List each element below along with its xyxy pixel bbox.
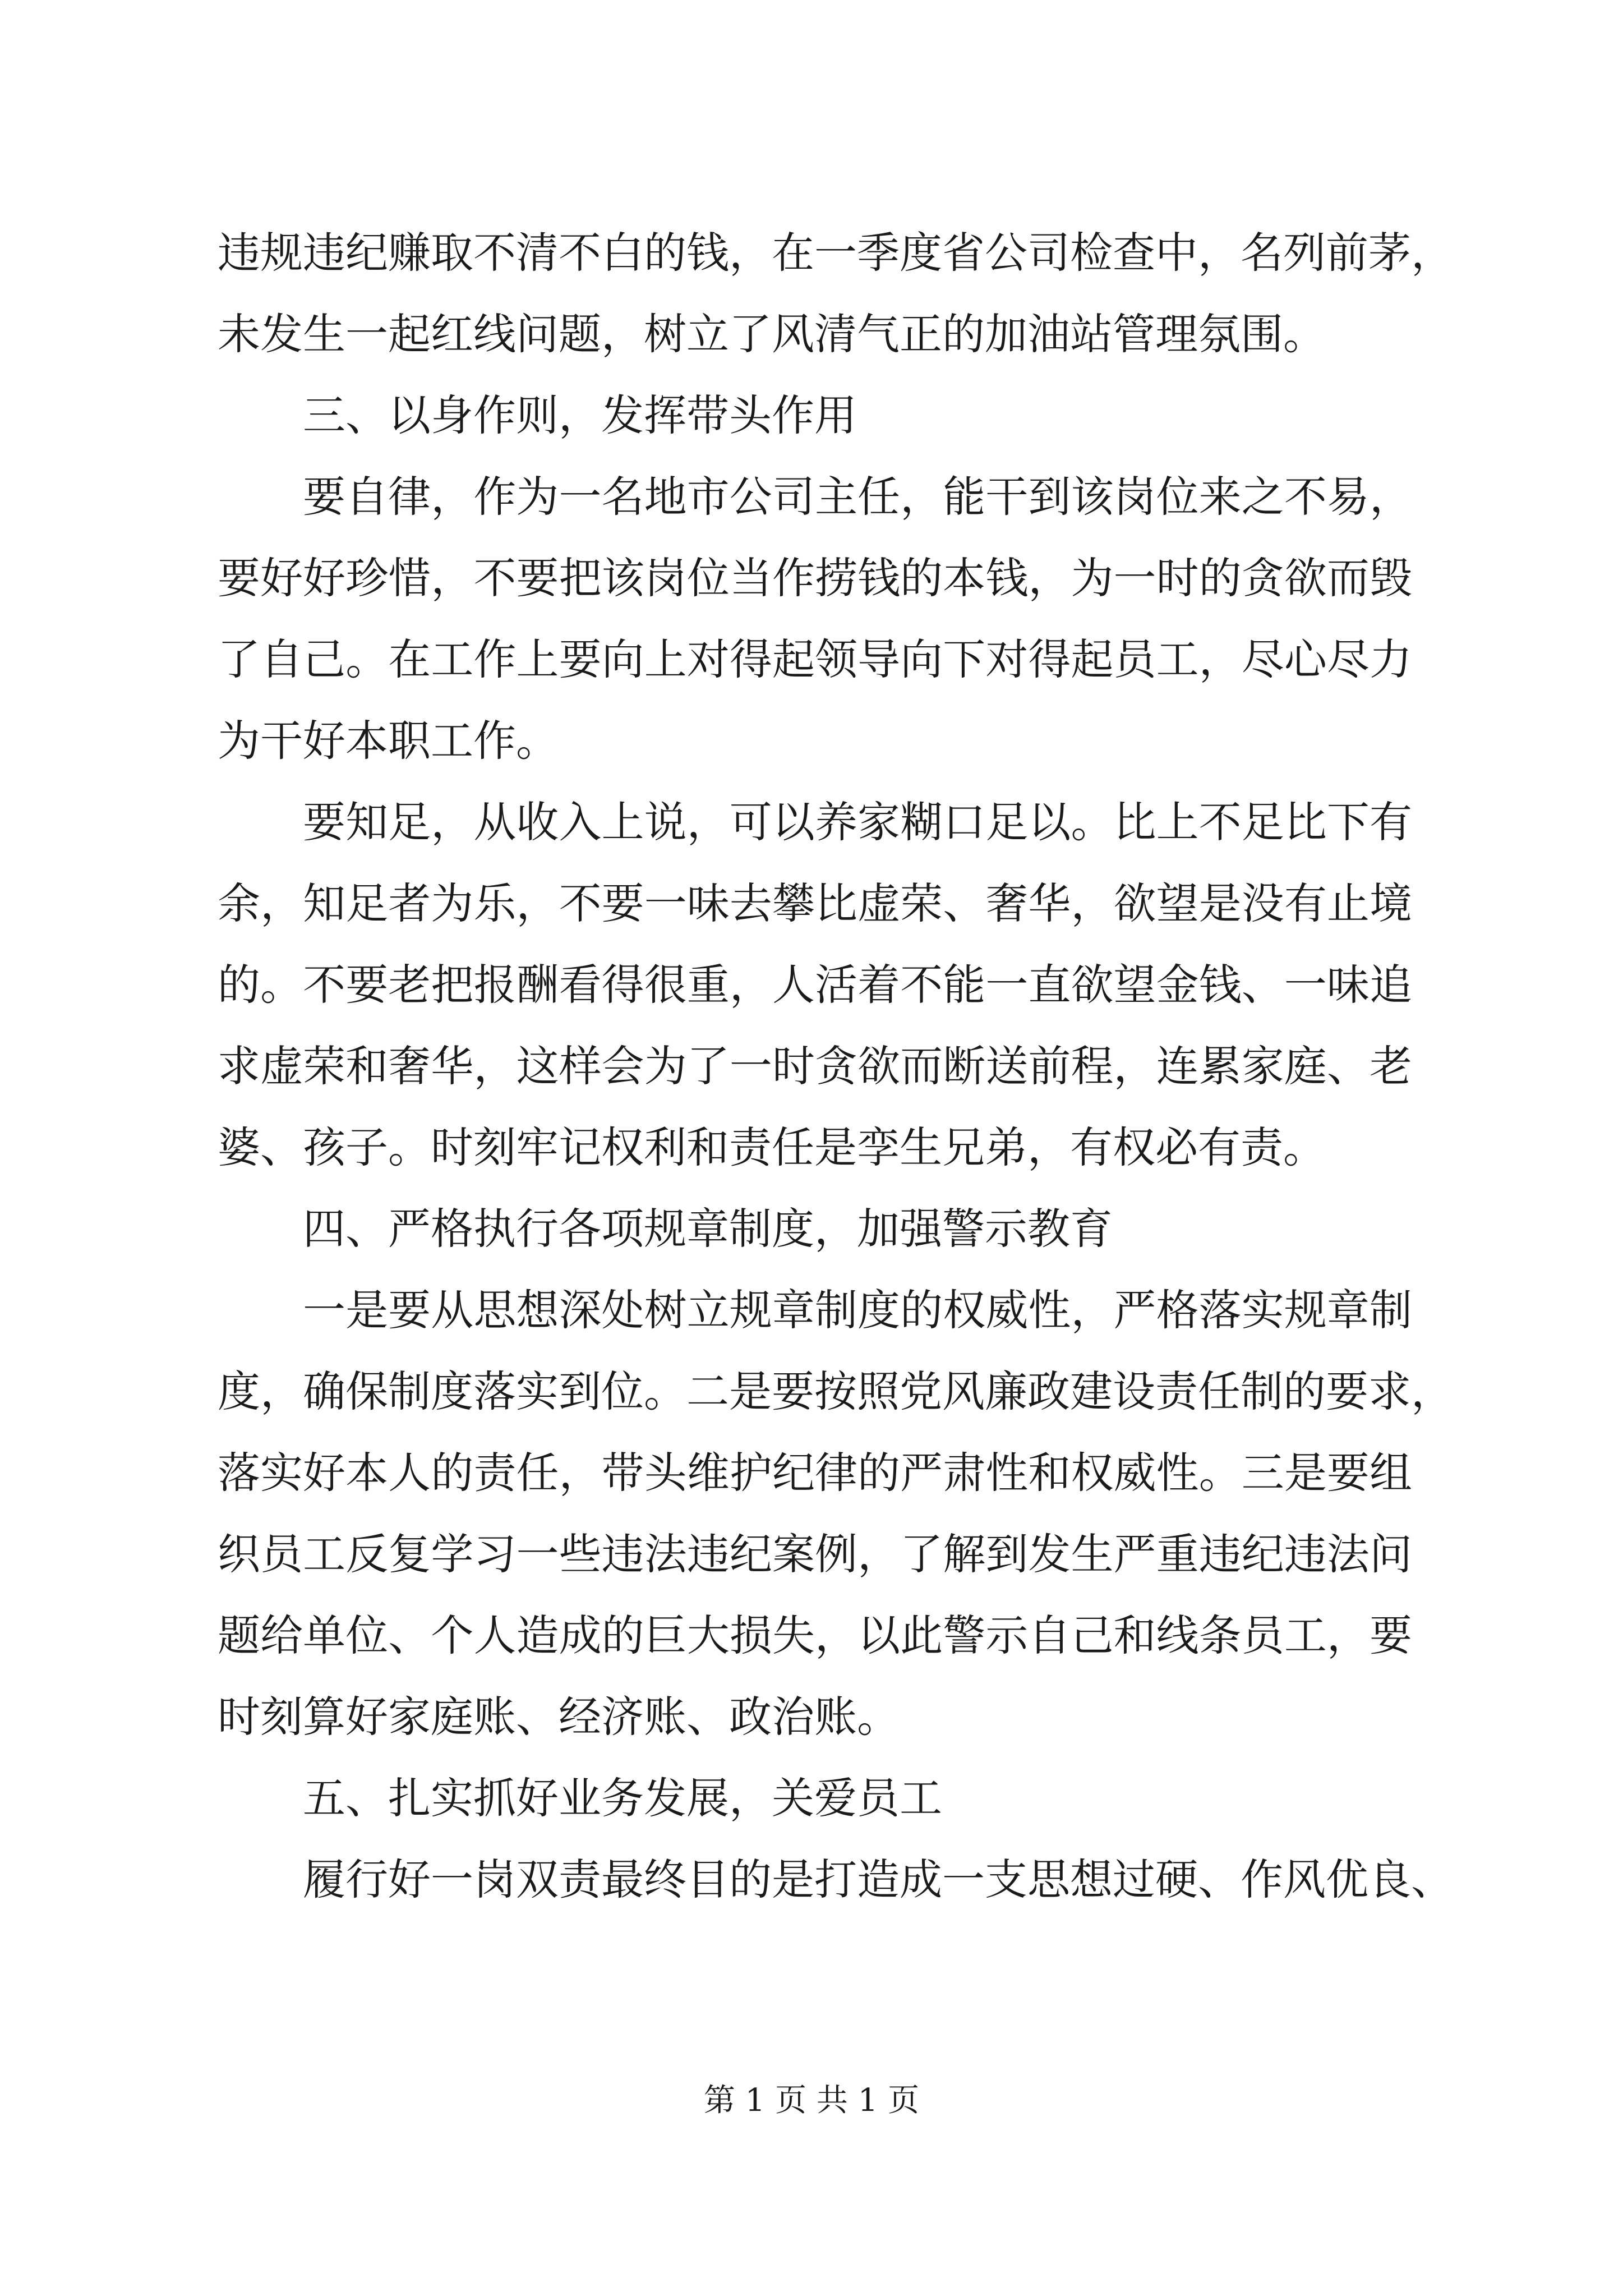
paragraph-first-line: 要知足，从收入上说，可以养家糊口足以。比上不足比下有 [303,797,1412,847]
paragraph-first-line: 一是要从思想深处树立规章制度的权威性，严格落实规章制 [303,1285,1412,1335]
document-body [218,212,1454,1920]
page-footer: 第 1 页 共 1 页 [703,2082,920,2119]
text-line: 的。不要老把报酬看得很重，人活着不能一直欲望金钱、一味追 [218,960,1412,1010]
paragraph-first-line: 要自律，作为一名地市公司主任，能干到该岗位来之不易， [303,472,1412,522]
text-line: 婆、孩子。时刻牢记权利和责任是孪生兄弟，有权必有责。 [218,1122,1326,1172]
text-line: 求虚荣和奢华，这样会为了一时贪欲而断送前程，连累家庭、老 [218,1041,1412,1091]
text-line: 余，知足者为乐，不要一味去攀比虚荣、奢华，欲望是没有止境 [218,878,1412,928]
text-line: 了自己。在工作上要向上对得起领导向下对得起员工，尽心尽力 [218,634,1412,684]
text-line: 题给单位、个人造成的巨大损失，以此警示自己和线条员工，要 [218,1611,1412,1660]
text-line: 落实好本人的责任，带头维护纪律的严肃性和权威性。三是要组 [218,1448,1412,1498]
text-line: 度，确保制度落实到位。二是要按照党风廉政建设责任制的要求， [218,1366,1454,1416]
paragraph-first-line: 履行好一岗双责最终目的是打造成一支思想过硬、作风优良、 [303,1855,1454,1904]
text-line: 时刻算好家庭账、经济账、政治账。 [218,1692,900,1742]
section-heading: 三、以身作则，发挥带头作用 [303,390,857,440]
text-line: 要好好珍惜，不要把该岗位当作捞钱的本钱，为一时的贪欲而毁 [218,553,1412,603]
section-heading: 五、扎实抓好业务发展，关爱员工 [303,1773,942,1823]
text-line: 织员工反复学习一些违法违纪案例，了解到发生严重违纪违法问 [218,1529,1412,1579]
section-heading: 四、严格执行各项规章制度，加强警示教育 [303,1204,1113,1254]
text-line: 违规违纪赚取不清不白的钱，在一季度省公司检查中，名列前茅， [218,228,1454,278]
text-line: 为干好本职工作。 [218,716,559,766]
text-line: 未发生一起红线问题，树立了风清气正的加油站管理氛围。 [218,309,1326,359]
